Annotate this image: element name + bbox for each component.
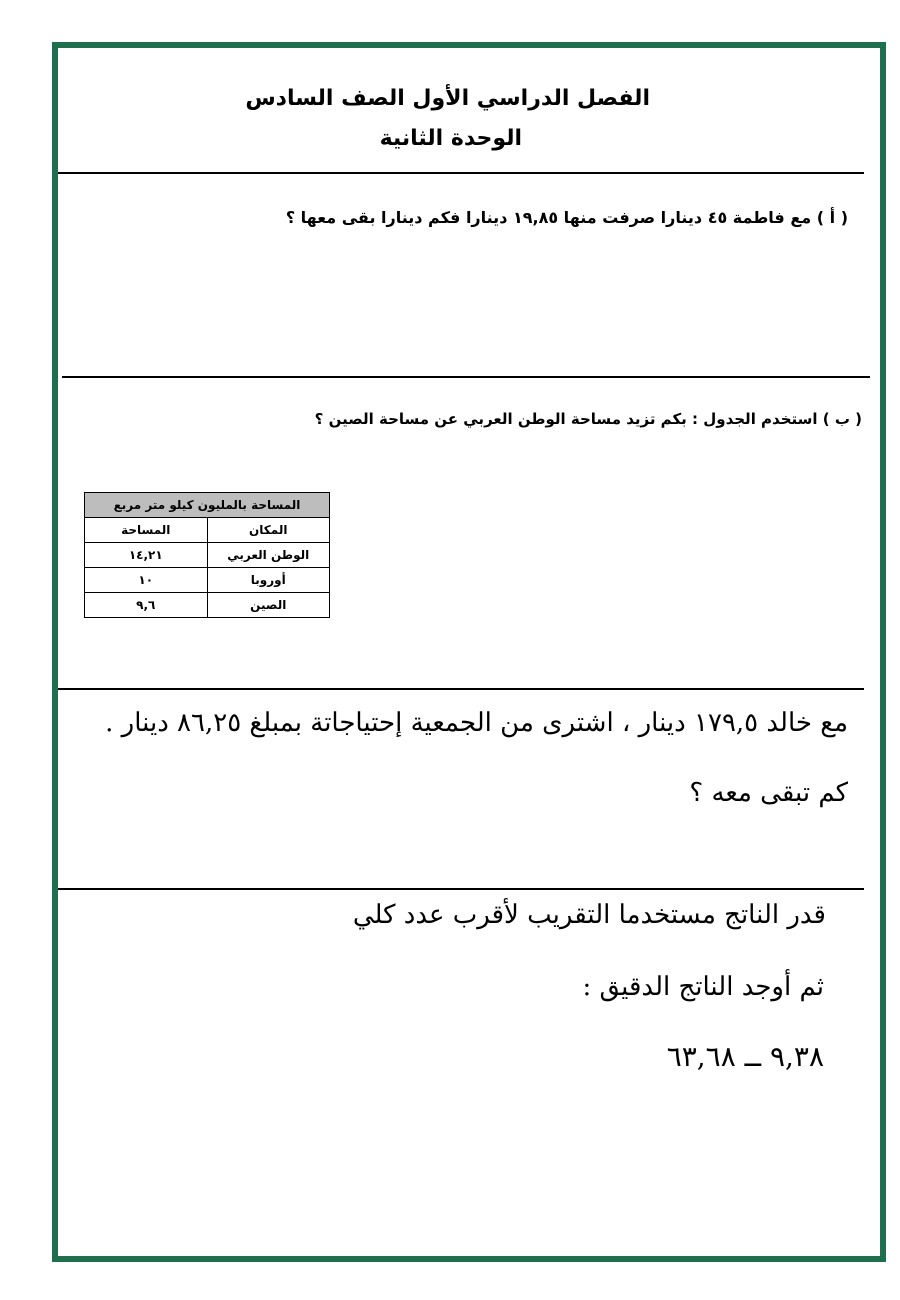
table-cell-area: ٩,٦ bbox=[85, 593, 208, 618]
table-row bbox=[85, 568, 330, 593]
divider-2 bbox=[62, 376, 870, 378]
page-title: الفصل الدراسي الأول الصف السادس bbox=[245, 86, 650, 111]
question-b: ( ب ) استخدم الجدول : بكم تزيد مساحة الوطن العربي عن مساحة الصين ؟ bbox=[314, 410, 862, 428]
table-cell-place: الوطن العربي bbox=[207, 543, 330, 568]
area-table bbox=[84, 492, 330, 618]
question-c-line-2: كم تبقى معه ؟ bbox=[689, 778, 848, 808]
table-row bbox=[85, 593, 330, 618]
table-caption: المساحة بالمليون كيلو متر مربع bbox=[85, 493, 330, 518]
question-d-expression: ٩,٣٨ ــ ٦٣,٦٨ bbox=[666, 1040, 824, 1073]
divider-4 bbox=[58, 888, 864, 890]
question-a: ( أ ) مع فاطمة ٤٥ دينارا صرفت منها ١٩,٨٥ دينارا فكم دينارا بقى معها ؟ bbox=[285, 208, 848, 227]
table-header-area: المساحة bbox=[85, 518, 208, 543]
table-row bbox=[85, 543, 330, 568]
divider-1 bbox=[58, 172, 864, 174]
table-cell-place: الصين bbox=[207, 593, 330, 618]
question-d-line-1: قدر الناتج مستخدما التقريب لأقرب عدد كلي bbox=[352, 900, 826, 930]
divider-3 bbox=[58, 688, 864, 690]
unit-subtitle: الوحدة الثانية bbox=[379, 126, 522, 151]
table-cell-area: ١٤,٢١ bbox=[85, 543, 208, 568]
question-d-line-2: ثم أوجد الناتج الدقيق : bbox=[582, 972, 824, 1002]
table-cell-place: أوروبا bbox=[207, 568, 330, 593]
table-header-place: المكان bbox=[207, 518, 330, 543]
table-cell-area: ١٠ bbox=[85, 568, 208, 593]
question-c-line-1: مع خالد ١٧٩,٥ دينار ، اشترى من الجمعية إحتياجاتة بمبلغ ٨٦,٢٥ دينار . bbox=[105, 708, 848, 738]
